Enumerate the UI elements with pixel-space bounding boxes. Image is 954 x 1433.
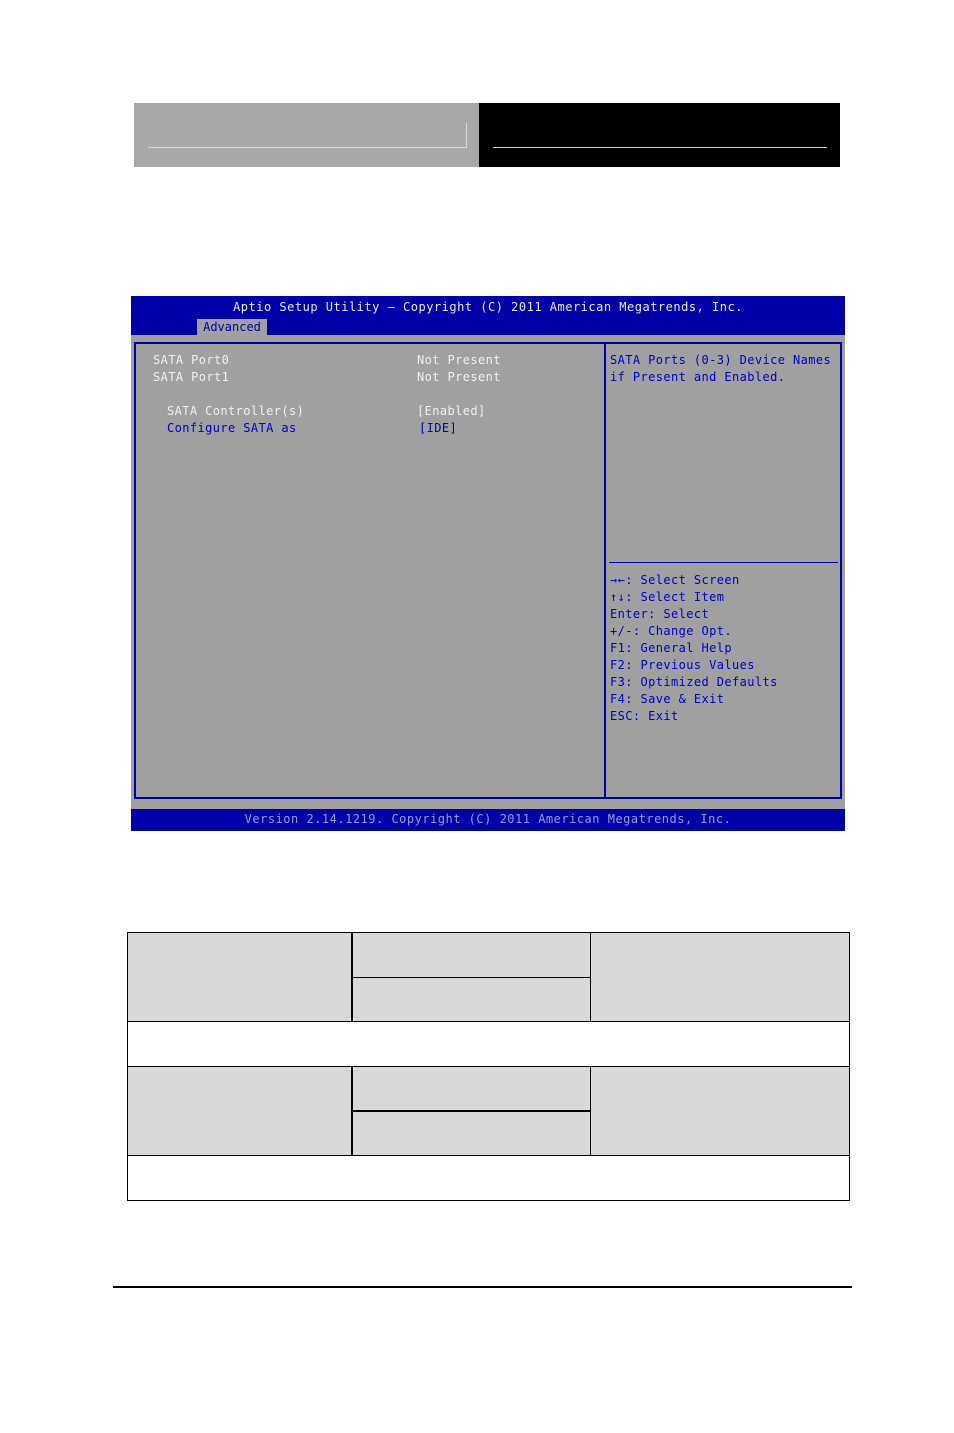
table-cell bbox=[128, 1067, 352, 1155]
key-f3: F3: Optimized Defaults bbox=[610, 675, 778, 689]
table-border bbox=[590, 932, 591, 1022]
bios-status-bar bbox=[131, 809, 845, 831]
table-cell bbox=[128, 933, 352, 1021]
table-border bbox=[127, 1066, 850, 1067]
configure-sata-label[interactable]: Configure SATA as bbox=[167, 421, 297, 435]
table-cell bbox=[353, 1067, 590, 1110]
bios-title: Aptio Setup Utility – Copyright (C) 2011 American Megatrends, Inc. bbox=[233, 300, 743, 314]
key-select-item: ↑↓: Select Item bbox=[610, 590, 725, 604]
configure-sata-value[interactable]: [IDE] bbox=[419, 421, 458, 435]
table-cell bbox=[353, 1111, 590, 1155]
table-border bbox=[351, 1066, 353, 1156]
table-border bbox=[351, 932, 353, 1022]
header-tick bbox=[466, 123, 467, 148]
table-cell bbox=[353, 933, 590, 977]
header-rule bbox=[493, 147, 827, 148]
table-border bbox=[127, 1155, 850, 1156]
sata-controller-value[interactable]: [Enabled] bbox=[417, 404, 486, 418]
key-f4: F4: Save & Exit bbox=[610, 692, 725, 706]
sata-port0-label: SATA Port0 bbox=[153, 353, 230, 367]
key-f1: F1: General Help bbox=[610, 641, 732, 655]
bios-title-bar bbox=[131, 296, 845, 335]
sata-port1-label: SATA Port1 bbox=[153, 370, 230, 384]
table-cell bbox=[591, 1067, 849, 1155]
help-text-line: if Present and Enabled. bbox=[610, 370, 786, 384]
help-separator bbox=[609, 562, 838, 563]
table-border bbox=[352, 1110, 590, 1112]
key-change-opt: +/-: Change Opt. bbox=[610, 624, 732, 638]
table-cell bbox=[353, 978, 590, 1021]
table-border bbox=[352, 977, 590, 978]
tab-advanced[interactable]: Advanced bbox=[197, 319, 267, 335]
key-enter: Enter: Select bbox=[610, 607, 710, 621]
header-rule bbox=[148, 147, 466, 148]
sata-controller-label[interactable]: SATA Controller(s) bbox=[167, 404, 305, 418]
bios-screen bbox=[131, 296, 845, 831]
bios-version: Version 2.14.1219. Copyright (C) 2011 American Megatrends, Inc. bbox=[244, 812, 732, 826]
footer-rule bbox=[113, 1286, 852, 1288]
header-banner-right bbox=[479, 103, 840, 167]
sata-port0-value: Not Present bbox=[417, 353, 501, 367]
table-border bbox=[127, 932, 850, 933]
bios-divider bbox=[604, 342, 606, 799]
table-border bbox=[127, 1200, 850, 1201]
key-select-screen: →←: Select Screen bbox=[610, 573, 740, 587]
table-border bbox=[127, 1021, 850, 1022]
sata-port1-value: Not Present bbox=[417, 370, 501, 384]
key-esc: ESC: Exit bbox=[610, 709, 679, 723]
key-f2: F2: Previous Values bbox=[610, 658, 755, 672]
help-text-line: SATA Ports (0-3) Device Names bbox=[610, 353, 832, 367]
header-banner-left bbox=[134, 103, 479, 167]
table-border bbox=[590, 1066, 591, 1156]
table-cell bbox=[591, 933, 849, 1021]
